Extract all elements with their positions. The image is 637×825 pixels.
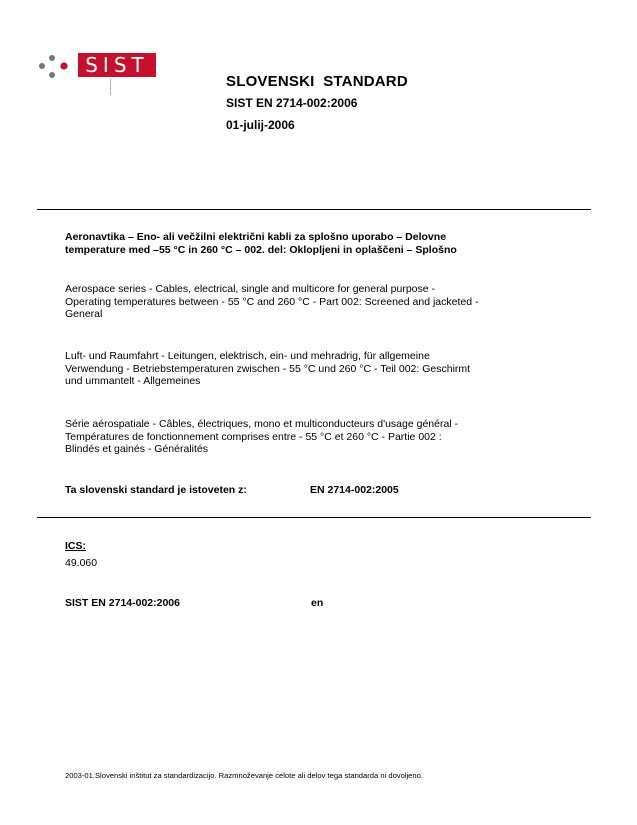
ics-value: 49.060 xyxy=(65,557,98,569)
title-slovenian-line: Aeronavtika – Eno- ali večžilni električni kabli za splošno uporabo – Delovne xyxy=(65,231,447,243)
title-german-line: Verwendung - Betriebstemperaturen zwischen - 55 °C und 260 °C - Teil 002: Geschirmt xyxy=(65,362,471,375)
title-german-line: Luft- und Raumfahrt - Leitungen, elektrisch, ein- und mehradrig, für allgemeine xyxy=(65,350,430,362)
standard-code-footer: SIST EN 2714-002:2006 xyxy=(65,597,180,609)
title-french-line: Série aérospatiale - Câbles, électriques, mono et multiconducteurs d'usage général - xyxy=(65,418,459,430)
title-german xyxy=(65,350,585,388)
title-french-line: Températures de fonctionnement comprises entre - 55 °C et 260 °C - Partie 002 : xyxy=(65,430,442,443)
identical-to-value: EN 2714-002:2005 xyxy=(310,484,399,496)
sist-logo-dots-icon xyxy=(36,49,70,83)
copyright-notice: 2003-01.Slovenski inštitut za standardizacijo. Razmnoževanje celote ali delov tega standarda ni dovoljeno. xyxy=(65,771,423,780)
top-divider xyxy=(37,209,591,210)
logo-divider xyxy=(110,79,111,95)
ics-label: ICS: xyxy=(65,540,86,552)
title-english-line: Aerospace series - Cables, electrical, single and multicore for general purpose - xyxy=(65,283,436,295)
title-english-line: Operating temperatures between - 55 °C and 260 °C - Part 002: Screened and jacketed - xyxy=(65,295,479,308)
title-slovenian-line: temperature med –55 °C in 260 °C – 002. del: Oklopljeni in oplaščeni – Splošno xyxy=(65,243,457,256)
document-type-title: SLOVENSKI STANDARD xyxy=(226,73,408,90)
sist-logo: SIST xyxy=(78,53,156,77)
title-slovenian xyxy=(65,231,585,256)
publication-date: 01-julij-2006 xyxy=(226,118,295,132)
language-code: en xyxy=(311,597,324,609)
title-french-line: Blindés et gainés - Généralités xyxy=(65,443,208,455)
title-english xyxy=(65,283,585,321)
identical-to-label: Ta slovenski standard je istoveten z: xyxy=(65,484,247,496)
title-english-line: General xyxy=(65,308,103,320)
title-german-line: und ummantelt - Allgemeines xyxy=(65,375,201,387)
standard-code: SIST EN 2714-002:2006 xyxy=(226,96,358,110)
bottom-divider xyxy=(37,517,591,518)
title-french xyxy=(65,418,585,456)
